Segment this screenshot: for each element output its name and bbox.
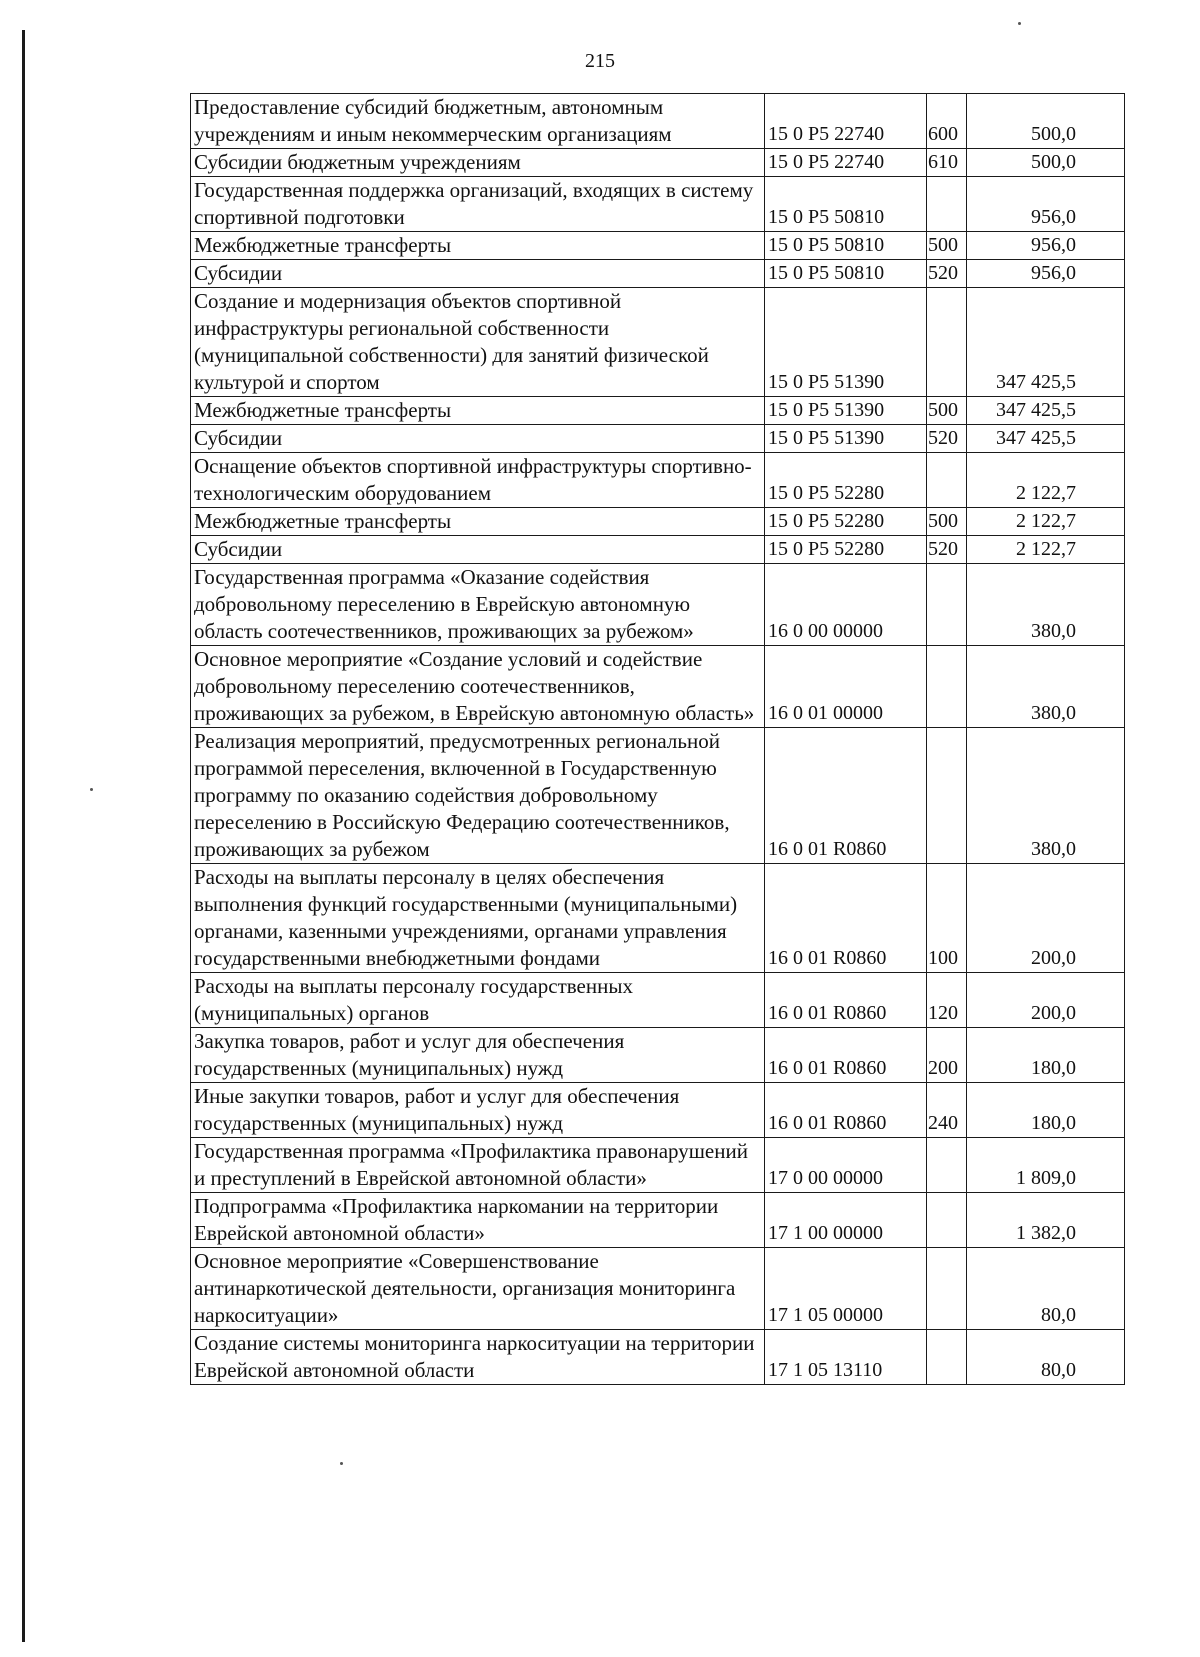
row-name-cell: Межбюджетные трансферты [191, 232, 765, 260]
row-type-cell [927, 288, 967, 397]
page-number: 215 [585, 50, 615, 72]
row-type-cell: 500 [927, 232, 967, 260]
table-row [191, 425, 1125, 453]
row-name-cell: Реализация мероприятий, предусмотренных региональной программой переселения, включенной в Государственную программу по оказанию содействия добровольному переселению в Российскую Федерацию соотечественников, проживающих за рубежом [191, 728, 765, 864]
row-code-cell: 15 0 P5 52280 [765, 508, 927, 536]
row-code-cell: 16 0 01 00000 [765, 646, 927, 728]
budget-table-body [191, 94, 1125, 1385]
row-name-cell: Подпрограмма «Профилактика наркомании на территории Еврейской автономной области» [191, 1193, 765, 1248]
table-row [191, 260, 1125, 288]
row-code-cell: 15 0 P5 51390 [765, 425, 927, 453]
row-type-cell [927, 646, 967, 728]
row-amount-cell: 180,0 [967, 1028, 1125, 1083]
row-type-cell: 610 [927, 149, 967, 177]
row-code-cell: 15 0 P5 50810 [765, 232, 927, 260]
row-code-cell: 15 0 P5 22740 [765, 94, 927, 149]
row-amount-cell: 2 122,7 [967, 453, 1125, 508]
row-type-cell [927, 1330, 967, 1385]
row-code-cell: 16 0 01 R0860 [765, 973, 927, 1028]
scan-speck [90, 788, 93, 791]
row-type-cell: 600 [927, 94, 967, 149]
scan-speck [340, 1462, 343, 1465]
row-name-cell: Межбюджетные трансферты [191, 397, 765, 425]
row-name-cell: Государственная программа «Оказание содействия добровольному переселению в Еврейскую автономную область соотечественников, проживающих за рубежом» [191, 564, 765, 646]
row-amount-cell: 200,0 [967, 973, 1125, 1028]
row-amount-cell: 80,0 [967, 1248, 1125, 1330]
row-amount-cell: 500,0 [967, 94, 1125, 149]
row-type-cell [927, 177, 967, 232]
row-type-cell: 200 [927, 1028, 967, 1083]
row-amount-cell: 956,0 [967, 232, 1125, 260]
table-row [191, 288, 1125, 397]
row-name-cell: Субсидии бюджетным учреждениям [191, 149, 765, 177]
table-row [191, 177, 1125, 232]
table-row [191, 536, 1125, 564]
table-row [191, 1083, 1125, 1138]
row-code-cell: 15 0 P5 52280 [765, 453, 927, 508]
row-code-cell: 15 0 P5 52280 [765, 536, 927, 564]
table-row [191, 973, 1125, 1028]
table-row [191, 1138, 1125, 1193]
row-amount-cell: 956,0 [967, 260, 1125, 288]
table-row [191, 728, 1125, 864]
row-type-cell [927, 1248, 967, 1330]
row-name-cell: Государственная поддержка организаций, входящих в систему спортивной подготовки [191, 177, 765, 232]
row-code-cell: 17 1 00 00000 [765, 1193, 927, 1248]
row-amount-cell: 347 425,5 [967, 288, 1125, 397]
row-type-cell: 520 [927, 425, 967, 453]
row-type-cell [927, 1138, 967, 1193]
row-amount-cell: 347 425,5 [967, 397, 1125, 425]
row-type-cell [927, 1193, 967, 1248]
row-code-cell: 15 0 P5 51390 [765, 288, 927, 397]
table-row [191, 1330, 1125, 1385]
row-type-cell [927, 453, 967, 508]
row-type-cell: 100 [927, 864, 967, 973]
row-amount-cell: 1 809,0 [967, 1138, 1125, 1193]
row-type-cell [927, 564, 967, 646]
table-row [191, 1028, 1125, 1083]
table-row [191, 94, 1125, 149]
row-name-cell: Субсидии [191, 425, 765, 453]
table-row [191, 1248, 1125, 1330]
row-name-cell: Предоставление субсидий бюджетным, автономным учреждениям и иным некоммерческим организациям [191, 94, 765, 149]
row-code-cell: 17 1 05 00000 [765, 1248, 927, 1330]
left-margin-line [22, 30, 25, 1642]
row-name-cell: Расходы на выплаты персоналу государственных (муниципальных) органов [191, 973, 765, 1028]
row-code-cell: 16 0 01 R0860 [765, 864, 927, 973]
row-code-cell: 15 0 P5 50810 [765, 177, 927, 232]
table-row [191, 149, 1125, 177]
row-amount-cell: 200,0 [967, 864, 1125, 973]
row-amount-cell: 347 425,5 [967, 425, 1125, 453]
row-name-cell: Расходы на выплаты персоналу в целях обеспечения выполнения функций государственными (муниципальными) органами, казенными учреждениями, органами управления государственными внебюджетными фондами [191, 864, 765, 973]
row-name-cell: Иные закупки товаров, работ и услуг для обеспечения государственных (муниципальных) нужд [191, 1083, 765, 1138]
table-row [191, 1193, 1125, 1248]
table-row [191, 564, 1125, 646]
row-name-cell: Закупка товаров, работ и услуг для обеспечения государственных (муниципальных) нужд [191, 1028, 765, 1083]
row-name-cell: Создание системы мониторинга наркоситуации на территории Еврейской автономной области [191, 1330, 765, 1385]
row-type-cell: 500 [927, 508, 967, 536]
row-code-cell: 17 1 05 13110 [765, 1330, 927, 1385]
row-name-cell: Оснащение объектов спортивной инфраструктуры спортивно-технологическим оборудованием [191, 453, 765, 508]
row-name-cell: Субсидии [191, 260, 765, 288]
table-row [191, 232, 1125, 260]
row-amount-cell: 956,0 [967, 177, 1125, 232]
row-type-cell: 520 [927, 260, 967, 288]
row-code-cell: 17 0 00 00000 [765, 1138, 927, 1193]
row-name-cell: Основное мероприятие «Совершенствование антинаркотической деятельности, организация мониторинга наркоситуации» [191, 1248, 765, 1330]
table-row [191, 864, 1125, 973]
row-code-cell: 16 0 01 R0860 [765, 728, 927, 864]
row-type-cell: 240 [927, 1083, 967, 1138]
row-amount-cell: 380,0 [967, 646, 1125, 728]
table-row [191, 397, 1125, 425]
row-name-cell: Основное мероприятие «Создание условий и содействие добровольному переселению соотечественников, проживающих за рубежом, в Еврейскую автономную область» [191, 646, 765, 728]
row-type-cell [927, 728, 967, 864]
row-amount-cell: 380,0 [967, 564, 1125, 646]
row-amount-cell: 2 122,7 [967, 536, 1125, 564]
row-name-cell: Государственная программа «Профилактика правонарушений и преступлений в Еврейской автономной области» [191, 1138, 765, 1193]
row-amount-cell: 80,0 [967, 1330, 1125, 1385]
row-amount-cell: 180,0 [967, 1083, 1125, 1138]
row-name-cell: Создание и модернизация объектов спортивной инфраструктуры региональной собственности (муниципальной собственности) для занятий физической культурой и спортом [191, 288, 765, 397]
row-code-cell: 16 0 01 R0860 [765, 1028, 927, 1083]
row-name-cell: Субсидии [191, 536, 765, 564]
budget-table [190, 93, 1125, 1385]
row-type-cell: 120 [927, 973, 967, 1028]
row-code-cell: 16 0 00 00000 [765, 564, 927, 646]
row-type-cell: 500 [927, 397, 967, 425]
row-amount-cell: 1 382,0 [967, 1193, 1125, 1248]
row-code-cell: 15 0 P5 51390 [765, 397, 927, 425]
row-amount-cell: 2 122,7 [967, 508, 1125, 536]
table-row [191, 508, 1125, 536]
row-amount-cell: 380,0 [967, 728, 1125, 864]
row-code-cell: 15 0 P5 50810 [765, 260, 927, 288]
row-code-cell: 15 0 P5 22740 [765, 149, 927, 177]
row-code-cell: 16 0 01 R0860 [765, 1083, 927, 1138]
row-name-cell: Межбюджетные трансферты [191, 508, 765, 536]
table-row [191, 646, 1125, 728]
table-row [191, 453, 1125, 508]
scan-speck [1018, 22, 1021, 25]
row-type-cell: 520 [927, 536, 967, 564]
row-amount-cell: 500,0 [967, 149, 1125, 177]
